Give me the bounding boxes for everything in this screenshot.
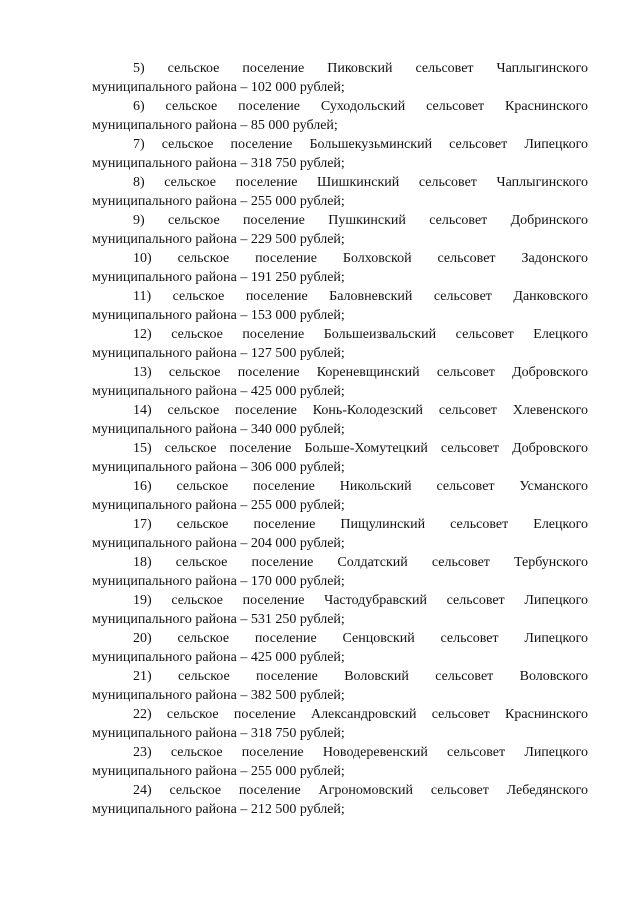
item-line-1: 10) сельское поселение Болховской сельсовет Задонского: [133, 251, 588, 266]
item-line-1: 21) сельское поселение Воловский сельсовет Воловского: [133, 669, 588, 684]
item-line-1: 22) сельское поселение Александровский сельсовет Краснинского: [133, 707, 588, 722]
list-item: [92, 591, 588, 629]
item-line-2: муниципального района – 382 500 рублей;: [92, 688, 345, 703]
list-item: [92, 97, 588, 135]
list-item: [92, 287, 588, 325]
item-line-2: муниципального района – 340 000 рублей;: [92, 422, 345, 437]
item-line-1: 14) сельское поселение Конь-Колодезский сельсовет Хлевенского: [133, 403, 588, 418]
item-line-1: 20) сельское поселение Сенцовский сельсовет Липецкого: [133, 631, 588, 646]
item-line-2: муниципального района – 425 000 рублей;: [92, 384, 345, 399]
item-line-2: муниципального района – 255 000 рублей;: [92, 194, 345, 209]
item-line-1: 16) сельское поселение Никольский сельсовет Усманского: [133, 479, 588, 494]
list-item: [92, 515, 588, 553]
item-line-2: муниципального района – 531 250 рублей;: [92, 612, 345, 627]
list-item: [92, 477, 588, 515]
item-line-1: 17) сельское поселение Пищулинский сельсовет Елецкого: [133, 517, 588, 532]
list-item: [92, 249, 588, 287]
list-item: [92, 401, 588, 439]
item-line-1: 12) сельское поселение Большеизвальский сельсовет Елецкого: [133, 327, 588, 342]
item-line-1: 18) сельское поселение Солдатский сельсовет Тербунского: [133, 555, 588, 570]
item-line-1: 23) сельское поселение Новодеревенский сельсовет Липецкого: [133, 745, 588, 760]
list-item: [92, 629, 588, 667]
item-line-2: муниципального района – 191 250 рублей;: [92, 270, 345, 285]
item-line-1: 24) сельское поселение Агрономовский сельсовет Лебедянского: [133, 783, 588, 798]
item-line-2: муниципального района – 153 000 рублей;: [92, 308, 345, 323]
item-line-1: 7) сельское поселение Большекузьминский сельсовет Липецкого: [133, 137, 588, 152]
item-line-2: муниципального района – 318 750 рублей;: [92, 156, 345, 171]
item-line-1: 9) сельское поселение Пушкинский сельсовет Добринского: [133, 213, 588, 228]
list-item: [92, 211, 588, 249]
list-item: [92, 439, 588, 477]
item-line-2: муниципального района – 102 000 рублей;: [92, 80, 345, 95]
item-line-2: муниципального района – 425 000 рублей;: [92, 650, 345, 665]
item-line-1: 13) сельское поселение Кореневщинский сельсовет Добровского: [133, 365, 588, 380]
item-line-2: муниципального района – 318 750 рублей;: [92, 726, 345, 741]
list-item: [92, 743, 588, 781]
list-item: [92, 705, 588, 743]
item-line-2: муниципального района – 204 000 рублей;: [92, 536, 345, 551]
item-line-2: муниципального района – 170 000 рублей;: [92, 574, 345, 589]
list-item: [92, 363, 588, 401]
allocation-list: [92, 59, 588, 819]
list-item: [92, 325, 588, 363]
item-line-2: муниципального района – 85 000 рублей;: [92, 118, 338, 133]
list-item: [92, 667, 588, 705]
item-line-2: муниципального района – 255 000 рублей;: [92, 764, 345, 779]
item-line-1: 6) сельское поселение Суходольский сельсовет Краснинского: [133, 99, 588, 114]
item-line-1: 19) сельское поселение Частодубравский сельсовет Липецкого: [133, 593, 588, 608]
list-item: [92, 553, 588, 591]
item-line-2: муниципального района – 212 500 рублей;: [92, 802, 345, 817]
item-line-2: муниципального района – 306 000 рублей;: [92, 460, 345, 475]
item-line-2: муниципального района – 255 000 рублей;: [92, 498, 345, 513]
list-item: [92, 173, 588, 211]
list-item: [92, 59, 588, 97]
list-item: [92, 781, 588, 819]
item-line-2: муниципального района – 127 500 рублей;: [92, 346, 345, 361]
item-line-1: 5) сельское поселение Пиковский сельсовет Чаплыгинского: [133, 61, 588, 76]
list-item: [92, 135, 588, 173]
item-line-1: 11) сельское поселение Баловневский сельсовет Данковского: [133, 289, 588, 304]
item-line-2: муниципального района – 229 500 рублей;: [92, 232, 345, 247]
item-line-1: 8) сельское поселение Шишкинский сельсовет Чаплыгинского: [133, 175, 588, 190]
item-line-1: 15) сельское поселение Больше-Хомутецкий сельсовет Добровского: [133, 441, 588, 456]
